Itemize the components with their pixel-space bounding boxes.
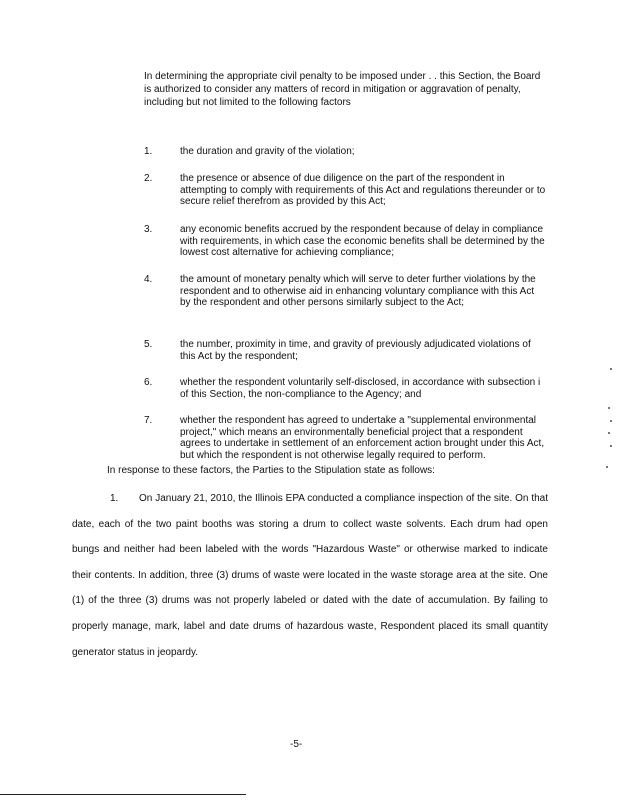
scan-speck (610, 368, 612, 370)
factor-text: whether the respondent has agreed to undertake a "supplemental environmental project," which means an environmentally beneficial project that a respondent agrees to undertake in settlement of an enforcement action brought under this Act, but which the respondent is not otherwise legally required to perform. (180, 415, 545, 461)
intro-paragraph: In determining the appropriate civil penalty to be imposed under . . this Section, the Board is authorized to consider any matters of record in mitigation or aggravation of penalty, including but not limited to the following factors (144, 71, 541, 108)
scan-speck (606, 466, 608, 468)
factor-number: 3. (144, 224, 153, 235)
factor-number: 5. (144, 339, 153, 350)
scan-speck (608, 407, 610, 409)
factor-number: 7. (144, 415, 153, 426)
paragraph-1 (72, 486, 548, 665)
factor-number: 4. (144, 274, 153, 285)
factor-text: the duration and gravity of the violation; (180, 146, 355, 157)
factor-text: the presence or absence of due diligence on the part of the respondent in attempting to comply with requirements of this Act and regulations thereunder or to secure relief therefrom as provided by this Act; (180, 173, 546, 207)
page-number: -5- (290, 739, 303, 750)
factor-number: 1. (144, 146, 153, 157)
factor-number: 2. (144, 173, 153, 184)
factor-text: whether the respondent voluntarily self-disclosed, in accordance with subsection i of this Section, the non-compliance to the Agency; and (180, 377, 541, 400)
footnote-divider (0, 794, 246, 795)
factor-text: the number, proximity in time, and gravity of previously adjudicated violations of this Act by the respondent; (180, 339, 531, 362)
scan-speck (608, 432, 610, 434)
scan-speck (610, 445, 612, 447)
scan-speck (610, 420, 612, 422)
factor-text: the amount of monetary penalty which will serve to deter further violations by the respondent and to otherwise aid in enhancing voluntary compliance with this Act by the respondent and other persons similarly subject to the Act; (180, 274, 536, 308)
factor-text: any economic benefits accrued by the respondent because of delay in compliance with requirements, in which case the economic benefits shall be determined by the lowest cost alternative for achieving compliance; (180, 224, 545, 258)
paragraph-text: On January 21, 2010, the Illinois EPA conducted a compliance inspection of the site. On that date, each of the two paint booths was storing a drum to collect waste solvents. Each drum had open bungs and neither had been labeled with the words "Hazardous Waste" or otherwise marked to indicate their contents. In addition, three (3) drums of waste were located in the waste storage area at the site. One (1) of the three (3) drums was not properly labeled or dated with the date of accumulation. By failing to properly manage, mark, label and date drums of hazardous waste, Respondent placed its small quantity generator status in jeopardy. (72, 493, 548, 658)
response-intro: In response to these factors, the Parties to the Stipulation state as follows: (107, 465, 435, 476)
paragraph-number: 1. (110, 493, 119, 504)
factor-number: 6. (144, 377, 153, 388)
